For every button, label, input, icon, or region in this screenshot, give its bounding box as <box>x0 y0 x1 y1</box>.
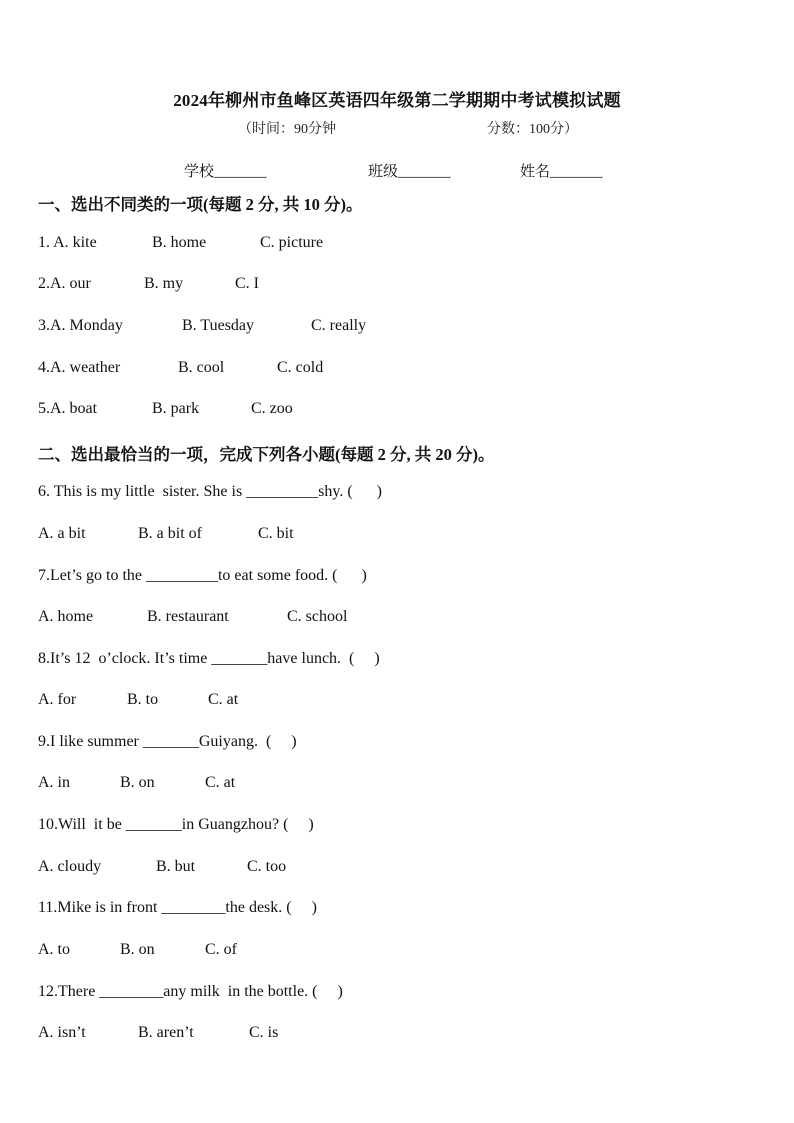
option-a: A. home <box>38 608 94 625</box>
option-b: B. my <box>144 275 184 292</box>
option-a: A. for <box>38 691 77 708</box>
section-2-heading: 二、选出最恰当的一项，完成下列各小题(每题 2 分, 共 20 分)。 <box>38 445 495 464</box>
option-b: B. but <box>156 858 196 875</box>
option-a: A. in <box>38 774 70 791</box>
option-c: C. school <box>287 608 348 625</box>
question-stem: 11.Mike is in front ________the desk. ( ) <box>38 899 317 916</box>
option-c: C. picture <box>260 234 324 251</box>
option-c: C. at <box>208 691 239 708</box>
option-a: A. cloudy <box>38 858 102 875</box>
name-field: 姓名_______ <box>520 164 603 180</box>
option-b: B. restaurant <box>147 608 229 625</box>
option-b: B. a bit of <box>138 525 202 542</box>
option-a: 1. A. kite <box>38 234 97 251</box>
option-c: C. at <box>205 774 236 791</box>
option-a: 4.A. weather <box>38 359 121 376</box>
option-c: C. is <box>249 1024 279 1041</box>
question-stem: 7.Let’s go to the _________to eat some food. ( ) <box>38 567 367 584</box>
option-a: 5.A. boat <box>38 400 98 417</box>
option-c: C. cold <box>277 359 324 376</box>
question-stem: 8.It’s 12 o’clock. It’s time _______have lunch. ( ) <box>38 650 380 667</box>
question-stem: 9.I like summer _______Guiyang. ( ) <box>38 733 297 750</box>
option-c: C. bit <box>258 525 294 542</box>
question-stem: 6. This is my little sister. She is _________shy. ( ) <box>38 483 383 500</box>
option-b: B. cool <box>178 359 225 376</box>
option-a: A. a bit <box>38 525 86 542</box>
time-limit: （时间：90分钟 <box>238 122 336 137</box>
question-stem: 10.Will it be _______in Guangzhou? ( ) <box>38 816 314 833</box>
option-a: A. to <box>38 941 70 958</box>
option-a: 2.A. our <box>38 275 91 292</box>
option-b: B. on <box>120 941 155 958</box>
option-c: C. of <box>205 941 237 958</box>
option-a: A. isn’t <box>38 1024 86 1041</box>
option-c: C. too <box>247 858 287 875</box>
total-score: 分数：100分） <box>487 122 578 137</box>
option-b: B. aren’t <box>138 1024 194 1041</box>
option-b: B. Tuesday <box>182 317 255 334</box>
question-stem: 12.There ________any milk in the bottle. ( ) <box>38 983 343 1000</box>
school-field: 学校_______ <box>184 164 267 180</box>
option-b: B. on <box>120 774 155 791</box>
option-b: B. to <box>127 691 159 708</box>
page-title: 2024年柳州市鱼峰区英语四年级第二学期期中考试模拟试题 <box>173 91 621 110</box>
option-c: C. really <box>311 317 367 334</box>
option-c: C. zoo <box>251 400 293 417</box>
option-b: B. park <box>152 400 200 417</box>
option-a: 3.A. Monday <box>38 317 123 334</box>
section-1-heading: 一、选出不同类的一项(每题 2 分, 共 10 分)。 <box>38 195 363 214</box>
option-c: C. I <box>235 275 259 292</box>
exam-meta <box>238 118 578 138</box>
option-b: B. home <box>152 234 207 251</box>
class-field: 班级_______ <box>368 164 451 180</box>
